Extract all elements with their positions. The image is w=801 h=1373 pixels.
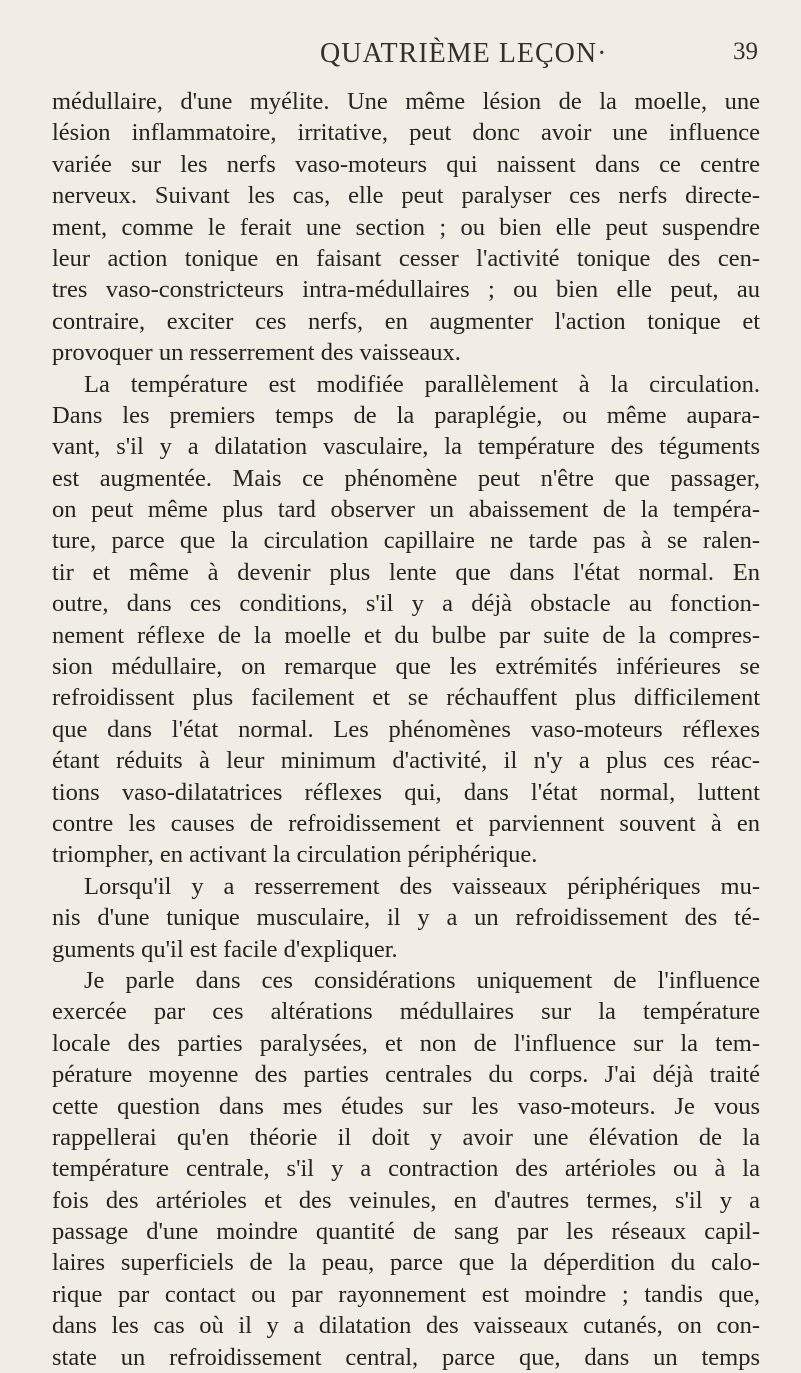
text-line: lésion inflammatoire, irritative, peut donc avoir une influence bbox=[52, 119, 760, 147]
text-line: Je parle dans ces considérations uniquement de l'influence bbox=[84, 966, 760, 994]
text-line: leur action tonique en faisant cesser l'activité tonique des cen- bbox=[52, 244, 760, 272]
text-line: variée sur les nerfs vaso-moteurs qui naissent dans ce centre bbox=[52, 150, 760, 178]
text-line: on peut même plus tard observer un abaissement de la tempéra- bbox=[52, 496, 760, 524]
text-line: Lorsqu'il y a resserrement des vaisseaux périphériques mu- bbox=[84, 872, 760, 900]
text-line: state un refroidissement central, parce que, dans un temps bbox=[52, 1343, 760, 1371]
text-line: passage d'une moindre quantité de sang par les réseaux capil- bbox=[52, 1218, 760, 1246]
text-line: que dans l'état normal. Les phénomènes vaso-moteurs réflexes bbox=[52, 715, 760, 743]
text-line: vant, s'il y a dilatation vasculaire, la température des téguments bbox=[52, 433, 760, 461]
running-head: QUATRIÈME LEÇON· bbox=[320, 38, 608, 69]
body-text bbox=[52, 86, 760, 1373]
text-line: rique par contact ou par rayonnement est moindre ; tandis que, bbox=[52, 1280, 760, 1308]
text-line: tir et même à devenir plus lente que dans l'état normal. En bbox=[52, 558, 760, 586]
text-line: pérature moyenne des parties centrales du corps. J'ai déjà traité bbox=[52, 1061, 760, 1089]
text-line: refroidissent plus facilement et se réchauffent plus difficilement bbox=[52, 684, 760, 712]
text-line: est augmentée. Mais ce phénomène peut n'être que passager, bbox=[52, 464, 760, 492]
text-line: ment, comme le ferait une section ; ou bien elle peut suspendre bbox=[52, 213, 760, 241]
text-line: sion médullaire, on remarque que les extrémités inférieures se bbox=[52, 653, 760, 681]
text-line: ture, parce que la circulation capillaire ne tarde pas à se ralen- bbox=[52, 527, 760, 555]
text-line: médullaire, d'une myélite. Une même lésion de la moelle, une bbox=[52, 88, 760, 115]
text-line: guments qu'il est facile d'expliquer. bbox=[52, 935, 398, 963]
page-header bbox=[0, 38, 801, 82]
text-line: provoquer un resserrement des vaisseaux. bbox=[52, 339, 461, 367]
text-line: contre les causes de refroidissement et parviennent souvent à en bbox=[52, 809, 760, 837]
text-line: fois des artérioles et des veinules, en d'autres termes, s'il y a bbox=[52, 1186, 760, 1214]
text-line: cette question dans mes études sur les vaso-moteurs. Je vous bbox=[52, 1092, 760, 1120]
text-line: locale des parties paralysées, et non de l'influence sur la tem- bbox=[52, 1029, 760, 1057]
text-line: nis d'une tunique musculaire, il y a un refroidissement des té- bbox=[52, 904, 760, 932]
text-line: étant réduits à leur minimum d'activité, il n'y a plus ces réac- bbox=[52, 747, 760, 775]
text-line: laires superficiels de la peau, parce que la déperdition du calo- bbox=[52, 1249, 760, 1277]
text-line: nerveux. Suivant les cas, elle peut paralyser ces nerfs directe- bbox=[52, 182, 760, 210]
text-line: température centrale, s'il y a contraction des artérioles ou à la bbox=[52, 1155, 760, 1183]
text-line: triompher, en activant la circulation périphérique. bbox=[52, 841, 538, 869]
text-line: La température est modifiée parallèlement à la circulation. bbox=[84, 370, 760, 398]
text-line: contraire, exciter ces nerfs, en augmenter l'action tonique et bbox=[52, 307, 760, 335]
page-number: 39 bbox=[733, 38, 758, 65]
text-line: rappellerai qu'en théorie il doit y avoir une élévation de la bbox=[52, 1123, 760, 1151]
text-line: Dans les premiers temps de la paraplégie, ou même aupara- bbox=[52, 401, 760, 429]
text-line: tions vaso-dilatatrices réflexes qui, dans l'état normal, luttent bbox=[52, 778, 760, 806]
text-line: tres vaso-constricteurs intra-médullaires ; ou bien elle peut, au bbox=[52, 276, 760, 304]
text-line: nement réflexe de la moelle et du bulbe par suite de la compres- bbox=[52, 621, 760, 649]
text-line: dans les cas où il y a dilatation des vaisseaux cutanés, on con- bbox=[52, 1312, 760, 1340]
text-line: exercée par ces altérations médullaires sur la température bbox=[52, 998, 760, 1026]
text-line: outre, dans ces conditions, s'il y a déjà obstacle au fonction- bbox=[52, 590, 760, 618]
